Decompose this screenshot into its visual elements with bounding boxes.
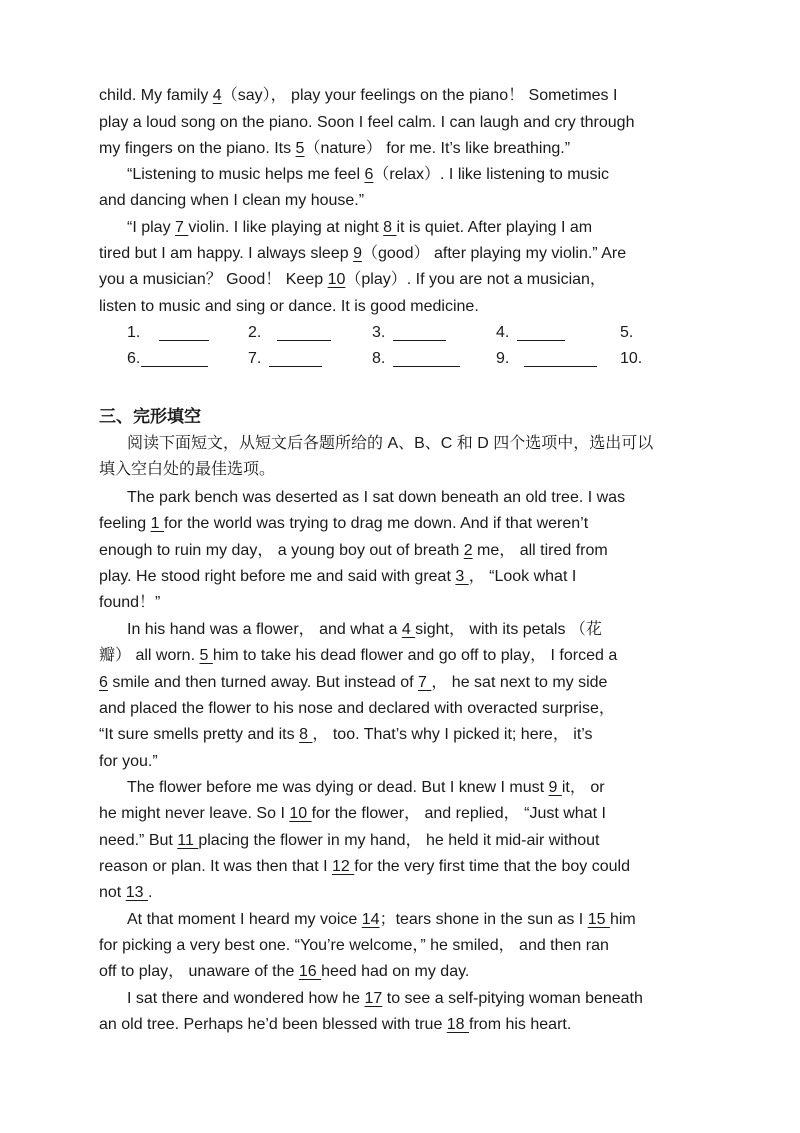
answer-blank-6 — [141, 351, 208, 367]
text-segment: for the very first time that the boy could — [354, 858, 630, 875]
text-line — [99, 673, 607, 693]
text-segment: from his heart. — [469, 1016, 572, 1033]
text-line — [99, 804, 606, 824]
text-segment: you a musician？ Good！ Keep — [99, 271, 328, 288]
text-segment: “It sure smells pretty and its — [99, 726, 300, 743]
text-line: The park bench was deserted as I sat down beneath an old tree. I was — [127, 489, 626, 506]
text-segment: （say）， play your feelings on the piano！ Sometimes I — [221, 87, 618, 104]
blank-number: 16 — [298, 963, 322, 980]
text-segment: “Listening to music helps me feel — [127, 166, 365, 183]
blank-number: 4 — [212, 87, 222, 104]
text-segment: （good） after playing my violin.” Are — [361, 245, 627, 262]
blank-number: 5 — [199, 647, 213, 664]
text-segment: ， too. That’s why I picked it; here， it’s — [312, 726, 593, 743]
instruction-line: 填入空白处的最佳选项。 — [99, 461, 276, 478]
text-segment: my fingers on the piano. Its — [99, 140, 296, 157]
text-segment: need.” But — [99, 832, 178, 849]
blank-number: 11 — [177, 832, 199, 849]
answer-label-8: 8. — [372, 350, 386, 367]
text-line: for picking a very best one. “You’re welcome，” he smiled， and then ran — [99, 937, 609, 954]
answer-blank-7 — [269, 351, 322, 367]
text-segment: an old tree. Perhaps he’d been blessed with true — [99, 1016, 447, 1033]
blank-number: 7 — [175, 219, 189, 236]
text-segment: （nature） for me. It’s like breathing.” — [304, 140, 571, 157]
answer-blank-1 — [159, 325, 209, 341]
text-segment: child. My family — [99, 87, 213, 104]
blank-number: 9 — [548, 779, 562, 796]
text-line — [99, 725, 593, 745]
text-line: play a loud song on the piano. Soon I feel calm. I can laugh and cry through — [99, 114, 635, 131]
text-segment: smile and then turned away. But instead of — [107, 674, 419, 691]
text-line — [99, 541, 608, 561]
text-segment: sight， with its petals （花 — [415, 621, 602, 638]
text-line: found！” — [99, 594, 161, 611]
blank-number: 8 — [299, 726, 313, 743]
text-segment: off to play， unaware of the — [99, 963, 299, 980]
text-line: and dancing when I clean my house.” — [99, 192, 365, 209]
blank-number: 15 — [587, 911, 610, 928]
text-segment: At that moment I heard my voice — [127, 911, 362, 928]
text-line — [99, 962, 469, 982]
text-segment: ；tears shone in the sun as I — [379, 911, 588, 928]
answer-label-4: 4. — [496, 324, 510, 341]
text-segment: heed had on my day. — [321, 963, 470, 980]
blank-number: 2 — [463, 542, 473, 559]
text-line — [127, 910, 636, 930]
blank-number: 18 — [446, 1016, 470, 1033]
blank-number: 14 — [361, 911, 380, 928]
text-segment: for the flower， and replied， “Just what I — [311, 805, 606, 822]
answer-label-2: 2. — [248, 324, 262, 341]
answer-label-6: 6. — [127, 350, 141, 367]
text-segment: it， or — [561, 779, 605, 796]
blank-number: 8 — [383, 219, 397, 236]
section-heading: 三、完形填空 — [99, 407, 201, 426]
text-line — [127, 165, 609, 185]
answer-label-1: 1. — [127, 324, 141, 341]
blank-number: 10 — [289, 805, 312, 822]
text-segment: ， he sat next to my side — [431, 674, 608, 691]
answer-blank-4 — [517, 325, 565, 341]
text-segment: . — [147, 884, 153, 901]
answer-blank-8 — [393, 351, 460, 367]
blank-number: 17 — [364, 990, 383, 1007]
answer-label-10: 10. — [620, 350, 643, 367]
text-line — [99, 86, 617, 106]
text-segment: me， all tired from — [472, 542, 608, 559]
text-segment: placing the flower in my hand， he held it mid-air without — [198, 832, 600, 849]
text-line — [99, 857, 630, 877]
text-line — [127, 989, 643, 1009]
text-line — [99, 139, 570, 159]
text-segment: In his hand was a flower， and what a — [127, 621, 402, 638]
text-line — [99, 514, 588, 534]
answer-blank-2 — [277, 325, 331, 341]
blank-number: 6 — [99, 674, 108, 691]
text-line — [127, 778, 605, 798]
text-segment: tired but I am happy. I always sleep — [99, 245, 354, 262]
blank-number: 1 — [150, 515, 164, 532]
text-segment: it is quiet. After playing I am — [396, 219, 593, 236]
answer-label-5: 5. — [620, 324, 634, 341]
text-segment: ， “Look what I — [468, 568, 577, 585]
text-segment: reason or plan. It was then that I — [99, 858, 333, 875]
text-segment: “I play — [127, 219, 176, 236]
text-segment: I sat there and wondered how he — [127, 990, 365, 1007]
text-line — [99, 244, 626, 264]
text-segment: play. He stood right before me and said with great — [99, 568, 456, 585]
text-line — [99, 831, 599, 851]
blank-number: 10 — [327, 271, 346, 288]
blank-number: 4 — [401, 621, 416, 638]
blank-number: 13 — [125, 884, 148, 901]
text-segment: for the world was trying to drag me down. And if that weren’t — [163, 515, 589, 532]
blank-number: 3 — [455, 568, 469, 585]
text-line — [99, 646, 617, 666]
blank-number: 9 — [353, 245, 362, 262]
text-segment: （relax）. I like listening to music — [373, 166, 609, 183]
blank-number: 5 — [295, 140, 305, 157]
text-line — [99, 567, 576, 587]
blank-number: 12 — [332, 858, 355, 875]
answer-blank-9 — [524, 351, 597, 367]
text-line: listen to music and sing or dance. It is good medicine. — [99, 298, 479, 315]
text-line — [127, 218, 592, 238]
text-segment: to see a self-pitying woman beneath — [382, 990, 643, 1007]
text-segment: violin. I like playing at night — [188, 219, 384, 236]
answer-label-9: 9. — [496, 350, 510, 367]
instruction-line: 阅读下面短文，从短文后各题所给的 A、B、C 和 D 四个选项中，选出可以 — [127, 435, 654, 452]
text-segment: （play）. If you are not a musician， — [345, 271, 606, 288]
text-line: and placed the flower to his nose and declared with overacted surprise， — [99, 700, 615, 717]
answer-label-3: 3. — [372, 324, 386, 341]
text-line: for you.” — [99, 753, 158, 770]
blank-number: 6 — [364, 166, 374, 183]
text-line — [99, 1015, 571, 1035]
text-segment: feeling — [99, 515, 151, 532]
text-segment: him — [609, 911, 636, 928]
text-segment: him to take his dead flower and go off to play， I forced a — [212, 647, 618, 664]
text-segment: not — [99, 884, 126, 901]
answer-label-7: 7. — [248, 350, 262, 367]
text-segment: he might never leave. So I — [99, 805, 290, 822]
text-line — [99, 883, 152, 903]
text-line — [99, 270, 606, 290]
text-segment: The flower before me was dying or dead. But I knew I must — [127, 779, 549, 796]
text-line — [127, 620, 602, 640]
blank-number: 7 — [418, 674, 432, 691]
answer-blank-3 — [393, 325, 446, 341]
text-segment: enough to ruin my day， a young boy out of breath — [99, 542, 464, 559]
text-segment: 瓣） all worn. — [99, 647, 200, 664]
